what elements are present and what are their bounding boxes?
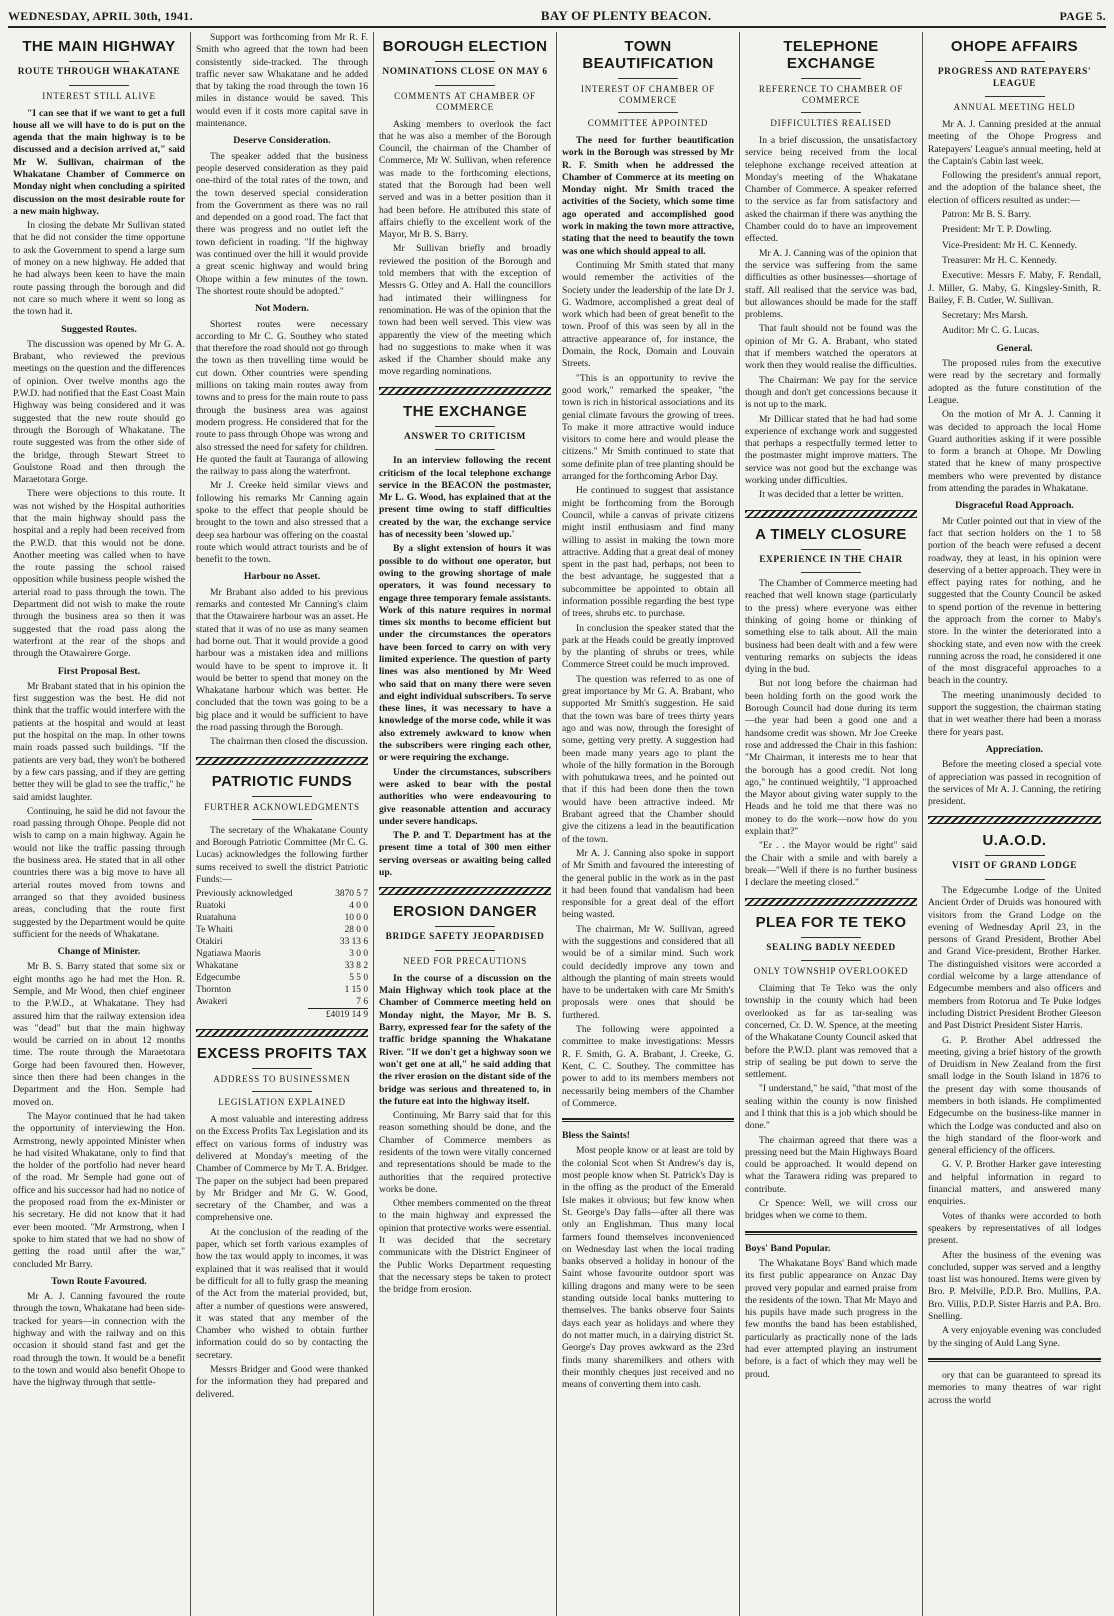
- paragraph: "Er . . the Mayor would be right" said the Chair with a smile and with barely a break—"Well if there is no further business I declare the meeting closed.": [745, 840, 917, 889]
- divider: [69, 61, 129, 62]
- headline-telephone-exchange: TELEPHONE EXCHANGE: [783, 38, 879, 72]
- paragraph: A most valuable and interesting address on the Excess Profits Tax Legislation and its effect on various forms of industry was delivered at Monday's meeting of the Chamber of Commerce by Mr T. A. Bridger. The paper on the subject had been prepared by Mr Bridger and Mr G. W. Good, secretary of the Chamber, and was a comprehensive one.: [196, 1114, 368, 1224]
- divider: [435, 61, 495, 62]
- paragraph: Continuing, he said he did not favour the road passing through Ohope. People did not wish to camp on a main highway. Again he would not like the traffic passing through the business area. He stated that in all other countries there was a big move to have all arterial routes moved from towns and arranged so that they avoided business areas, concluding that the route first suggested by the Department would be quite sufficient for the needs of Whakatane.: [13, 805, 185, 940]
- funds-amount: 4 0 0: [349, 901, 368, 912]
- paragraph: Mr Brabant stated that in his opinion the first suggestion was the best. He did not think that the traffic would interfere with the patients at the hospital and would at least put the hospital on the map. In other towns main roads passed such buildings. "If the patients are very bad, they won't be bothered by a few cars passing, and if they are getting better they will be glad to see the traffic," he said amidst laughter.: [13, 680, 185, 803]
- officer-entry: Patron: Mr B. S. Barry.: [942, 209, 1032, 221]
- article-divider: [928, 1358, 1101, 1362]
- paragraph: The chairman agreed that there was a pressing need but the Main Highways Board could be approached. It would depend on what the Tarawera riding was prepared to contribute.: [745, 1134, 917, 1195]
- section-heading: First Proposal Best.: [57, 665, 141, 677]
- paragraph: Mr Cutler pointed out that in view of the fact that section holders on the 1 to 58 portion of the beach were refused a decent roadway, they at least, in his opinion were deserving of a better approach. They were in effect paying rates for nothing, and he suggested that the County Council be asked to spend portion of the revenue in bettering the approach from the corner to Maby's store. In the winter the deteriorated into a shocking state, and even now with the creek running across the road, he considered it one of the most disgraceful approaches to a beach in the country.: [928, 515, 1101, 687]
- paragraph: Mr J. Creeke held similar views and following his remarks Mr Canning again spoke to the effect that people should be brought to the town and also stressed that a deep sea harbour was offering on the coastal route which would attract tourists and be of benefit to the town.: [196, 480, 368, 566]
- officer-entry: Executive: Messrs F. Maby, F. Rendall, J. Miller, G. Maby, G. Kingsley-Smith, R. Bailey, F. B. Cutler, W. Sullivan.: [928, 270, 1101, 306]
- paragraph: The Whakatane Boys' Band which made its first public appearance on Anzac Day proved very popular and earned praise from the residents of the town. That Mr Mayo and his pupils have made such progress in the few months the band has been established, particularly as practically none of the lads had ever attempted playing an instrument before, is a fact of which they may well be proud.: [745, 1257, 917, 1380]
- section-heading: Suggested Routes.: [61, 323, 137, 335]
- headline-borough-election: BOROUGH ELECTION: [382, 38, 548, 55]
- paragraph: That fault should not be found was the opinion of Mr G. A. Brabant, who stated that if members watched the operators at work then they would realise the difficulties.: [745, 323, 917, 372]
- column-3: [374, 32, 557, 1616]
- headline-erosion-danger: EROSION DANGER: [393, 903, 537, 921]
- officer-entry: President: Mr T. P. Dowling.: [942, 224, 1052, 236]
- paragraph: The chairman, Mr W. Sullivan, agreed with the suggestions and considered that all would be of a similar mind. Such work could decidedly improve any town and although the planting of main streets would have to be undertaken with care Mr Smith's proposals were ones that should be furthered.: [562, 923, 734, 1021]
- funds-source: Otakiri: [196, 937, 223, 948]
- funds-amount: 33 13 6: [339, 937, 368, 948]
- subhead: COMMENTS AT CHAMBER OF COMMERCE: [394, 90, 536, 112]
- funds-table: [196, 888, 368, 1021]
- article-divider: [196, 1029, 368, 1037]
- paragraph: Other members commented on the threat to the main highway and expressed the opinion that protective works were essential. It was decided that the secretary communicate with the District Engineer of the Public Works Department requesting that the necessary steps be taken to protect the bridge from erosion.: [379, 1198, 551, 1296]
- paragraph: Mr Sullivan briefly and broadly reviewed the position of the Borough and told members that with the exception of Messrs G. Otley and A. Hall the councillors had intimated their willingness for renomination. He was of the opinion that the town had been well served. This view was apparently the view of the meeting which had no suggestions to make when it was asked if the Chamber should make any move regarding nominations.: [379, 243, 551, 378]
- funds-source: Awakeri: [196, 997, 228, 1008]
- divider: [985, 61, 1045, 62]
- divider: [985, 879, 1045, 880]
- paragraph: Mr A. J. Canning also spoke in support of Mr Smith and favoured the interesting of the general public in the work as in the past it had been found that vandalism had been responsible for a great deal of the effort being wasted.: [562, 847, 734, 921]
- paragraph: Before the meeting closed a special vote of appreciation was passed in recognition of the services of Mr A. J. Canning, the retiring president.: [928, 759, 1101, 808]
- article-divider: [745, 1231, 917, 1235]
- paragraph: Mr Dillicar stated that he had had some experience of exchange work and suggested that perhaps a respectfully termed letter to the postmaster might improve matters. The service was not good but the exchange was working under difficulties.: [745, 413, 917, 487]
- article-lead: The need for further beautification work in the Borough was stressed by Mr R. F. Smith when he addressed the Chamber of Commerce at its meeting on Monday night. Mr Smith traced the activities of the Society, which some time ago operated and accomplished good work in making the town more attractive, stating that the need to beautify the town was one which should appeal to all.: [562, 135, 734, 257]
- paragraph: The chairman then closed the discussion.: [210, 736, 368, 748]
- divider: [435, 926, 495, 927]
- paragraph: Cr Spence: Well, we will cross our bridges when we come to them.: [745, 1198, 917, 1222]
- columns: [8, 32, 1106, 1616]
- headline-excess-profits-tax: EXCESS PROFITS TAX: [196, 1045, 368, 1063]
- paragraph: The speaker added that the business people deserved consideration as they paid one-third of the total rates of the town, and the town deserved special consideration from the Government as there was no rail and depended on a good road. The fact that there was progress and no outlet left the town deficient in roading. "If the highway was continued over the hill it would provide a great scenic highway and would bring Ohope within a few minutes of the town. The shortest route should be adopted.": [196, 150, 368, 297]
- section-heading: Deserve Consideration.: [233, 135, 331, 147]
- divider: [801, 937, 861, 938]
- article-lead: In the course of a discussion on the Main Highway which took place at the Chamber of Commerce meeting held on Monday night, the Mayor, Mr B. S. Barry, expressed fear for the safety of the traffic bridge spanning the Whakatane River. "If we don't get a highway soon we won't get one at all," he said adding that the river erosion on the distant side of the bridge was serious and threatened to, in the future eat into the highway itself.: [379, 972, 551, 1107]
- section-heading: Disgraceful Road Approach.: [955, 500, 1074, 512]
- officer-entry: Vice-President: Mr H. C. Kennedy.: [942, 239, 1077, 251]
- paragraph: On the motion of Mr A. J. Canning it was decided to approach the local Home Guard authorities asking if it were possible to form a branch at Ohope. Mr Dowling stated that he knew of many prospective members who were prevented by distance from attending the parades in Whakatane.: [928, 409, 1101, 495]
- paragraph: At the conclusion of the reading of the paper, which set forth various examples of how the tax would apply to incomes, it was explained that it was realised that it would be difficult for all to fully grasp the meaning of the Act from the material provided, but, after a number of questions were answered, it was stated that any member of the Chamber who wished to obtain further information could do so by contacting the secretary.: [196, 1226, 368, 1361]
- headline-ohope-affairs: OHOPE AFFAIRS: [950, 38, 1079, 55]
- paragraph: Under the circumstances, subscribers were asked to bear with the postal authorities who were endeavouring to give reasonable attention and accuracy under severe handicaps.: [379, 766, 551, 827]
- paragraph: Continuing, Mr Barry said that for this reason something should be done, and the Chamber of Commerce members as residents of the town were vitally concerned and representations should be made to the authorities that the required protective works be done.: [379, 1110, 551, 1195]
- divider: [435, 950, 495, 951]
- paragraph: Claiming that Te Teko was the only township in the county which had been overlooked as far as tar-sealing was concerned, Cr. D. W. Spence, at the meeting of the Whakatane County Council asked that before the P.W.D. plant was removed that a strip of sealing be put down to serve the settlement.: [745, 983, 917, 1081]
- headline-patriotic-funds: PATRIOTIC FUNDS: [211, 772, 353, 790]
- paragraph: After the business of the evening was concluded, supper was served and a lengthy toast list was honoured. Items were given by Bro. P. Melville, P.D.P. Bro. Mullins, P.A. Bro. Villis, P.D.P. Sister Harris and P.A. Bro. Snelling.: [928, 1249, 1101, 1323]
- subhead: ONLY TOWNSHIP OVERLOOKED: [753, 966, 909, 977]
- subhead: FURTHER ACKNOWLEDGMENTS: [204, 801, 360, 812]
- funds-amount: 3 0 0: [349, 949, 368, 960]
- paragraph: The question was referred to as one of great importance by Mr G. A. Brabant, who supported Mr Smith's suggestion. He said that the town was bare of trees thirty years ago and was now, through the foresight of some, getting very pretty. A suggestion had been made many years ago to plant the whole of the hilly formation in the Borough with pohutukawa trees, and he pointed out that if this had been done then the town would have been attractive indeed. Mr Brabant agreed that the Chamber should give the citizens a lead in the beautification of the town.: [562, 673, 734, 845]
- funds-source: Whakatane: [196, 961, 239, 972]
- paragraph: There were objections to this route. It was not wished by the Hospital authorities that the main highway should pass the hospital and a reply had been received from the P.W.D. that this would not be done. Another meeting was called when to have the route passing the school raised opposition while business people wished the arterial road to pass through the town. The Department did not wish to make the route through the business area so then it was suggested that the road pass along the waterfront at the rear of the shops and through the Otawairere Gorge.: [13, 488, 185, 660]
- paragraph: The Chairman: We pay for the service though and don't get concessions because it is not up to the mark.: [745, 374, 917, 411]
- subhead: ADDRESS TO BUSINESSMEN: [213, 1074, 351, 1085]
- issue-date: WEDNESDAY, APRIL 30th, 1941.: [8, 8, 193, 23]
- funds-row: [196, 960, 368, 972]
- funds-row: [196, 984, 368, 996]
- funds-total: £4019 14 9: [308, 1009, 368, 1022]
- section-heading: General.: [996, 342, 1033, 354]
- headline-main-highway: THE MAIN HIGHWAY: [22, 38, 176, 55]
- paragraph: Asking members to overlook the fact that he was also a member of the Borough Council, the chairman of the Chamber of Commerce, Mr W. Sullivan, when reference was made to the forthcoming elections, stated that the Borough had been well served and was in a better position than it had been before. He attributed this state of affairs chiefly to the excellent work of the Mayor, Mr B. S. Barry.: [379, 118, 551, 241]
- paragraph: He continued to suggest that assistance might be forthcoming from the Borough Council, while a canvas of private citizens might instil enthusiasm and find many willing to assist in making the town more attractive. Adding that a great deal of money spent in the past had, perhaps, not been to the best advantage, he suggested that a subcommittee be appointed to obtain all information possible regarding the best type of trees, shrubs etc. to purchase.: [562, 485, 734, 620]
- column-1: [8, 32, 191, 1616]
- paragraph: A very enjoyable evening was concluded by the singing of Auld Lang Syne.: [928, 1325, 1101, 1349]
- funds-amount: 10 0 0: [344, 913, 368, 924]
- paragraph: Following the president's annual report, and the adoption of the balance sheet, the election of officers resulted as under:—: [928, 170, 1101, 206]
- page-number: PAGE 5.: [1059, 8, 1106, 23]
- section-heading: Bless the Saints!: [562, 1130, 631, 1142]
- funds-row: [196, 972, 368, 984]
- divider: [801, 112, 861, 113]
- funds-row: [196, 888, 368, 900]
- funds-row: [196, 912, 368, 924]
- divider: [435, 426, 495, 427]
- paragraph: In closing the debate Mr Sullivan stated that he did not consider the time opportune to ask the Government to spend a large sum of money on a new highway. He added that he had always been keen to have the main route passing through the borough and did not care so much where it went so long as the town had it.: [13, 220, 185, 318]
- paragraph: Votes of thanks were accorded to both speakers by representatives of all lodges present.: [928, 1210, 1101, 1247]
- paragraph: Support was forthcoming from Mr R. F. Smith who agreed that the town had been consistently side-tracked. The through traffic never saw Whakatane and he added that by taking the road through the town 16 miles in distance would be saved. This would even if it costs more capital save in maintenance.: [196, 32, 368, 130]
- divider: [985, 96, 1045, 97]
- article-divider: [196, 757, 368, 765]
- officer-entry: Treasurer: Mr H. C. Kennedy.: [942, 254, 1057, 266]
- paragraph: The following were appointed a committee to make investigations: Messrs R. F. Smith, G. A. Brabant, J. Creeke, G. Kent, C. C. Southey. The committee has power to add to its members members not necessarily being members of the Chamber of Commerce.: [562, 1024, 734, 1109]
- paragraph: The P. and T. Department has at the present time a total of 300 men either serving overseas or awaiting being called up.: [379, 830, 551, 879]
- funds-amount: 3870 5 7: [335, 889, 368, 900]
- section-heading: Appreciation.: [985, 743, 1044, 755]
- paragraph: In a brief discussion, the unsatisfactory service being received from the local telephone exchange received attention at Monday's meeting of the Whakatane Chamber of Commerce. A speaker referred to the service as far from satisfactory and asked the chairman if there was anything the Chamber could do to have an improvement effected.: [745, 135, 917, 245]
- funds-source: Te Whaiti: [196, 925, 233, 936]
- paragraph: Mr A. J. Canning favoured the route through the town, Whakatane had been side-tracked for years—in connection with the highway and with the railway and on this occasion it should stand fast and get the road through the town. It would be a benefit to the town and would also benefit Ohope to have the highway through that settle-: [13, 1291, 185, 1389]
- paragraph: By a slight extension of hours it was possible to do without one operator, but owing to the growing shortage of male operators, it was found necessary to engage three temporary female assistants. Work of this nature requires in normal times six months to become efficient but under the circumstances the operators have been forced to carry on with very limited experience. The question of party lines was also mentioned by Mr Weed who said that on many there were seven and eight individual subscribers. To serve these lines, it was necessary to have a knowledge of the morse code, while it was also extremely awkward to know when the subscribers were ringing each other, or were requiring the exchange.: [379, 543, 551, 764]
- subhead: REFERENCE TO CHAMBER OF COMMERCE: [758, 84, 904, 105]
- section-heading: Boys' Band Popular.: [745, 1242, 831, 1254]
- funds-row: [196, 948, 368, 960]
- funds-source: Ruatoki: [196, 901, 226, 912]
- subhead: NEED FOR PRECAUTIONS: [402, 955, 527, 966]
- divider: [252, 819, 312, 820]
- masthead: [8, 6, 1106, 28]
- article-divider: [745, 898, 917, 906]
- section-heading: Harbour no Asset.: [243, 571, 321, 583]
- paragraph: In conclusion the speaker stated that the park at the Heads could be greatly improved by the planting of shrubs or trees, while Commerce Street could be much improved.: [562, 622, 734, 671]
- article-divider: [379, 887, 551, 895]
- divider: [435, 85, 495, 86]
- subhead: INTEREST STILL ALIVE: [42, 90, 156, 101]
- paragraph: The meeting unanimously decided to support the suggestion, the chairman stating that in wet weather there had been a morass there for years past.: [928, 689, 1101, 738]
- article-divider: [928, 816, 1101, 824]
- funds-amount: 1 15 0: [344, 985, 368, 996]
- subhead: EXPERIENCE IN THE CHAIR: [759, 554, 903, 565]
- divider: [801, 960, 861, 961]
- paragraph: The Mayor continued that he had taken the opportunity of interviewing the Hon. Armstrong, newly appointed Minister when he had visited Whakatane, only to find that the holder of the portfolio had never heard of the road. Mr Semple had gone out of office and his successor had had no notice of the proposed road from the ex-Minister or his secretary. He did not know that it had ever been mooted. "Mr Armstrong, when I spoke to him stated that we had no show of getting the road until after the war," concluded Mr Barry.: [13, 1110, 185, 1270]
- subhead: PROGRESS AND RATEPAYERS' LEAGUE: [937, 67, 1092, 89]
- paper-name: BAY OF PLENTY BEACON.: [540, 8, 712, 23]
- paragraph: Mr A. J. Canning presided at the annual meeting of the Ohope Progress and Ratepayers' League's annual meeting, held at the Captain's Cabin last week.: [928, 119, 1101, 167]
- headline-town-beautification: TOWN BEAUTIFICATION: [582, 38, 714, 72]
- funds-source: Previously acknowledged: [196, 889, 293, 900]
- subhead: ANNUAL MEETING HELD: [953, 102, 1076, 112]
- article-lead: In an interview following the recent criticism of the local telephone exchange service in the BEACON the postmaster, Mr L. G. Wood, has explained that at the present time owing to staff difficulties created by the war, the exchange service has of necessity been 'slowed up.': [379, 455, 551, 541]
- headline-timely-closure: A TIMELY CLOSURE: [755, 525, 907, 543]
- funds-source: Thornton: [196, 985, 231, 996]
- paragraph: Mr Brabant also added to his previous remarks and contested Mr Canning's claim that the Otawairere harbour was an asset. He stated that it was of no use as many seamen had borne out. That it would provide a good harbour was a mistaken idea and millions would have to be spent to improve it. It would be better to spend that money on the Whakatane harbour which was better. He concluded that the town was going to be a big place and it would be sufficient to have the road passing through the Borough.: [196, 586, 368, 734]
- paragraph: G. V. P. Brother Harker gave interesting and helpful information in regard to financial matters, and answered many enquiries.: [928, 1159, 1101, 1208]
- paragraph: Continuing Mr Smith stated that many would remember the activities of the Society under the leadership of the late Dr J. G. Wadmore, accomplished a great deal of work which had been of great benefit to the town. Proof of this was seen by all in the attractive appearance of, for instance, the Domain, the Rock, Domain and Louvain Streets.: [562, 259, 734, 370]
- headline-uaod: U.A.O.D.: [982, 832, 1047, 850]
- paragraph: It was decided that a letter be written.: [759, 489, 904, 501]
- divider: [801, 78, 861, 79]
- subhead: INTEREST OF CHAMBER OF COMMERCE: [580, 84, 716, 105]
- headline-plea-for-te-teko: PLEA FOR TE TEKO: [755, 913, 907, 931]
- paragraph: ory that can be guaranteed to spread its memories to many theatres of war right across the world: [928, 1369, 1101, 1406]
- divider: [985, 855, 1045, 856]
- funds-total-row: [196, 1009, 368, 1022]
- funds-row: [196, 924, 368, 936]
- funds-source: Edgecumbe: [196, 973, 241, 984]
- funds-row: [196, 900, 368, 912]
- divider: [801, 572, 861, 573]
- subhead: ROUTE THROUGH WHAKATANE: [17, 67, 181, 77]
- funds-amount: 5 5 0: [349, 973, 368, 984]
- divider: [252, 796, 312, 797]
- funds-row: [196, 996, 368, 1009]
- headline-the-exchange: THE EXCHANGE: [403, 402, 527, 420]
- subhead: VISIT OF GRAND LODGE: [951, 861, 1078, 872]
- funds-source: Ruatahuna: [196, 913, 237, 924]
- column-2: [191, 32, 374, 1616]
- paragraph: Most people know or at least are told by the colonial Scot when St Andrew's day is, most people know when St. Patrick's Day is in the offing as the product of the Emerald Isle makes it obvious; but few know when St. George's Day falls—after all there was only an Englishman. Thus many local farmers found themselves inconvenienced on Wednesday last when the local trading banks observed a holiday in honour of the Saint whose favourite outdoor sport was killing dragons and many were to be seen standing outside local banks muttering to themselves. The banks observe four Saints days each year as holidays and where they do not matter much, in a dairying district St. George's Day proves awkward as the 23rd finds many sharemilkers and others with their monthly cheques just received and no means of converting them into cash.: [562, 1145, 734, 1391]
- subhead: BRIDGE SAFETY JEOPARDISED: [385, 932, 545, 943]
- divider: [69, 85, 129, 86]
- paragraph: "This is an opportunity to revive the good work," remarked the speaker, "the town is rich in historical associations and its genial climate favours the growing of trees. To make it more attractive would induce visitors to come here and would please the citizens." Mr Smith continued to state that some definite plan of tree planting should be arranged for the forthcoming Arbor Day.: [562, 372, 734, 483]
- subhead: NOMINATIONS CLOSE ON MAY 6: [382, 67, 548, 77]
- subhead: DIFFICULTIES REALISED: [770, 118, 892, 128]
- paragraph: The Edgecumbe Lodge of the United Ancient Order of Druids was honoured with visitors from the Grand Lodge on the evening of Wednesday April 23, in the persons of Grand President, Brother Abel and Grand Vice-president, Brother Harker. The distinguished visitors were accorded a cordial welcome by a large attendance of Edgecumbe members and also officers and members from Rotorua and Te Puke lodges including District President Brother Gleeson and Past District President Sister Harris.: [928, 884, 1101, 1032]
- paragraph: Messrs Bridger and Good were thanked for the information they had prepared and delivered.: [196, 1364, 368, 1400]
- article-divider: [379, 387, 551, 395]
- paragraph: The proposed rules from the executive were read by the secretary and formally adopted as the future constitution of the League.: [928, 358, 1101, 406]
- funds-source: Ngatiawa Maoris: [196, 949, 261, 960]
- article-divider: [745, 510, 917, 518]
- column-4: [557, 32, 740, 1616]
- column-6: [923, 32, 1106, 1616]
- paragraph: The Chamber of Commerce meeting had reached that well known stage (particularly to the press) where everyone was either thinking of going home or thinking of something else to talk about. All the main business had been dealt with and a few were venturing remarks on subjects the ideas dying in the bud.: [745, 578, 917, 676]
- funds-amount: 7 6: [356, 997, 368, 1008]
- paragraph: Mr A. J. Canning was of the opinion that the service was suffering from the same difficulties as other businesses—shortage of staff. All realised that the service was bad, but allowances should be made for the staff problems.: [745, 247, 917, 321]
- officer-entry: Secretary: Mrs Marsh.: [942, 310, 1029, 322]
- section-heading: Change of Minister.: [57, 946, 141, 958]
- section-heading: Town Route Favoured.: [51, 1275, 147, 1287]
- paragraph: The discussion was opened by Mr G. A. Brabant, who reviewed the previous meetings on the question and the differences of opinion. Over twelve months ago the P.W.D. had notified that the East Coast Main Highway was being considered and it was suggested that the new route should go through the Borough of Whakatane. The route suggested was from the other side of the bridge, through Stewart Street to Goulstone Road and then through the Maraetotara Gorge.: [13, 338, 185, 486]
- section-heading: Not Modern.: [255, 303, 309, 315]
- officer-entry: Auditor: Mr C. G. Lucas.: [942, 325, 1040, 337]
- subhead: SEALING BADLY NEEDED: [766, 942, 896, 953]
- paragraph: The secretary of the Whakatane County and Borough Patriotic Committee (Mr C. G. Lucas) acknowledges the following further sums received to swell the district Patriotic Funds:—: [196, 824, 368, 885]
- divider: [801, 549, 861, 550]
- subhead: LEGISLATION EXPLAINED: [218, 1097, 346, 1108]
- funds-amount: 33 8 2: [344, 961, 368, 972]
- divider: [435, 449, 495, 450]
- paragraph: G. P. Brother Abel addressed the meeting, giving a brief history of the growth of Druidism in New Zealand from the first small lodge in the South Island in 1876 to the present day with some thousands of members in both islands. He complimented Edgecumbe on the business-like manner in which the Lodge was conducted and also on the high standard of the floor-work and general efficiency of the officers.: [928, 1034, 1101, 1157]
- funds-amount: 28 0 0: [344, 925, 368, 936]
- article-lead: "I can see that if we want to get a full house all we will have to do is put on the agenda that the main highway is to be discussed and a decision arrived at," said Mr W. Sullivan, chairman of the Whakatane Chamber of Commerce on Monday night when concluding a spirited discussion on the most desirable route for a new main highway.: [13, 107, 185, 217]
- divider: [618, 112, 678, 113]
- funds-row: [196, 936, 368, 948]
- divider: [618, 78, 678, 79]
- paragraph: Shortest routes were necessary according to Mr C. G. Southey who stated that therefore the road should not go through the town as then travelling time would be cut down. Other countries were spending millions on taking main routes away from towns and to press for the main route to pass through the business area was against modern progress. He considered that for the route to pass through Ohope was wrong and also stressed the need for safety for children. He quoted the fault at Tauranga of allowing the railway to pass along the waterfront.: [196, 318, 368, 478]
- subhead: COMMITTEE APPOINTED: [587, 118, 709, 128]
- column-5: [740, 32, 923, 1616]
- paragraph: "I understand," he said, "that most of the sealing within the county is now finished and I think that this is a job which should be done.": [745, 1083, 917, 1132]
- article-divider: [562, 1118, 734, 1122]
- divider: [252, 1068, 312, 1069]
- paragraph: But not long before the chairman had been holding forth on the good work the Borough Council had done during its term—the year had been a good one and a handsome credit was shown. Mr Joe Creeke rose and addressed the Chair in this fashion: "Mr Chairman, it interests me to hear that the borough has a good credit. Not long ago," he continued weightily, "I approached the Mayor about giving water supply to the Heads and he told me that there was no money to do the work—now how do you explain that?": [745, 678, 917, 838]
- paragraph: Mr B. S. Barry stated that some six or eight months ago he had met the Hon. R. Semple, and Mr Wood, then chief engineer to the P.W.D., at Whakatane. They had assured him that the railway extension idea was "dead" but that the main highway would be carried on in about 12 months time. The route through the Maraetotara Gorge had been favoured then. However, since then there had been changes in the Department and the Hon. Semple had moved on.: [13, 961, 185, 1108]
- divider: [252, 1091, 312, 1092]
- subhead: ANSWER TO CRITICISM: [403, 431, 527, 442]
